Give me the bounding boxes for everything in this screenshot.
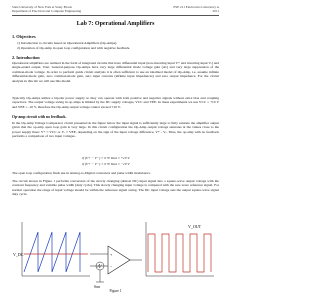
vout-label: V_OUT xyxy=(188,224,202,229)
minus-sign: − xyxy=(110,264,113,269)
header-right xyxy=(173,5,219,13)
op-amp-triangle xyxy=(108,246,130,274)
input-waveform-graph xyxy=(13,222,90,276)
op-amp-section-paragraph: In the Op-Amp Voltage Comparator circuit presented in the figure below the input signal is sufficiently large to fully saturate the amplifier output given that the op-amp open loop gain is very large. In this circuit configuration the Op-Amp output voltage saturates at the values close to the power supply lines: V+ ≈ VCC or V- ≈ VEE, depending on the sign of the input voltage difference, V+ - V-. Thus, the op-amp with no feedback performs a comparison of two input voltages. xyxy=(12,121,219,139)
header-department: Department of Electrical and Computer Engineering xyxy=(12,9,82,14)
header-course: ESE 211 Electronics Laboratory A xyxy=(173,5,219,9)
plus-sign: + xyxy=(110,252,113,257)
introduction-heading: 2. Introduction xyxy=(12,55,40,60)
op-amp-symbol xyxy=(90,246,142,289)
open-loop-use-paragraph: The open loop configuration finds use in Analog-to-Digital converters and pulse width modulators. xyxy=(12,171,151,175)
introduction-paragraph-1: Operational amplifiers are realized in the form of integrated circuits that have differential input (non-inverting input V+ and inverting input V-) and single-ended output, Vout. General-purpose Op-Amps have very large differential mode voltage gain (Av) and very large suppression of the common-mode voltage. In order to perform quick circuit analysis it is often sufficient to use an idealized model of Op-Amp, i.e. assume infinite differential-mode gain, zero common-mode gain, zero input currents (infinite input impedances) and zero output impedance. For the circuit analysis in this lab we will use this model. xyxy=(12,61,219,83)
header-divider xyxy=(12,15,219,16)
figure-caption: Figure 1 xyxy=(109,289,122,293)
objective-item-2: 2) Operation of Op-Amp in open loop configuration and with negative feedback. xyxy=(17,46,131,50)
header-year: 2011 xyxy=(212,9,219,14)
saw-label: Saw xyxy=(94,285,101,289)
equation-positive: if (V+ − V−) > 0 ⇒ Vout ≈ +10 V xyxy=(82,156,130,160)
objective-item-1: 1) Introduction to circuits based on Operational Amplifiers (Op-Amps). xyxy=(17,41,118,45)
op-amp-section-heading: Op-amp circuit with no feedback. xyxy=(12,115,67,119)
figure-description-paragraph: The circuit shown in Figure 1 performs conversion of the slowly changing (almost DC) input signal into a square-wave output voltage with the constant frequency and variable pulse width (duty cycle). This slowly changing input voltage is compared with the saw-wave reference signal. For normal operation the range of input voltage should be within the reference signal swing. The DC input voltage sets the output square-wave signal duty cycle. xyxy=(12,179,219,197)
objectives-heading: 1. Objectives xyxy=(12,34,36,39)
figure-1 xyxy=(12,214,219,290)
output-waveform-graph xyxy=(146,222,214,276)
vdc-label: V_DC xyxy=(13,252,24,257)
figure-1-drawing xyxy=(12,214,219,290)
page-title: Lab 7: Operational Amplifiers xyxy=(76,21,155,27)
header-university: State University of New York at Stony Brook xyxy=(12,5,72,9)
saw-reference-waveform xyxy=(24,232,80,272)
equation-negative: if (V+ − V−) < 0 ⇒ Vout ≈ −10 V xyxy=(82,162,130,166)
square-output-waveform xyxy=(148,234,211,272)
introduction-paragraph-2: Typically Op-Amps utilize a bipolar power supply so they can operate with both positive and negative signals without extra bias and coupling capacitors. The output voltage swing in op-amps is limited by the DC supply voltages, VCC and VEE. In these experiments we use VCC = +10 V and VEE = -10 V, therefore the Op-Amp output voltage cannot exceed ±10 V. xyxy=(12,96,219,109)
header-left xyxy=(12,5,81,13)
